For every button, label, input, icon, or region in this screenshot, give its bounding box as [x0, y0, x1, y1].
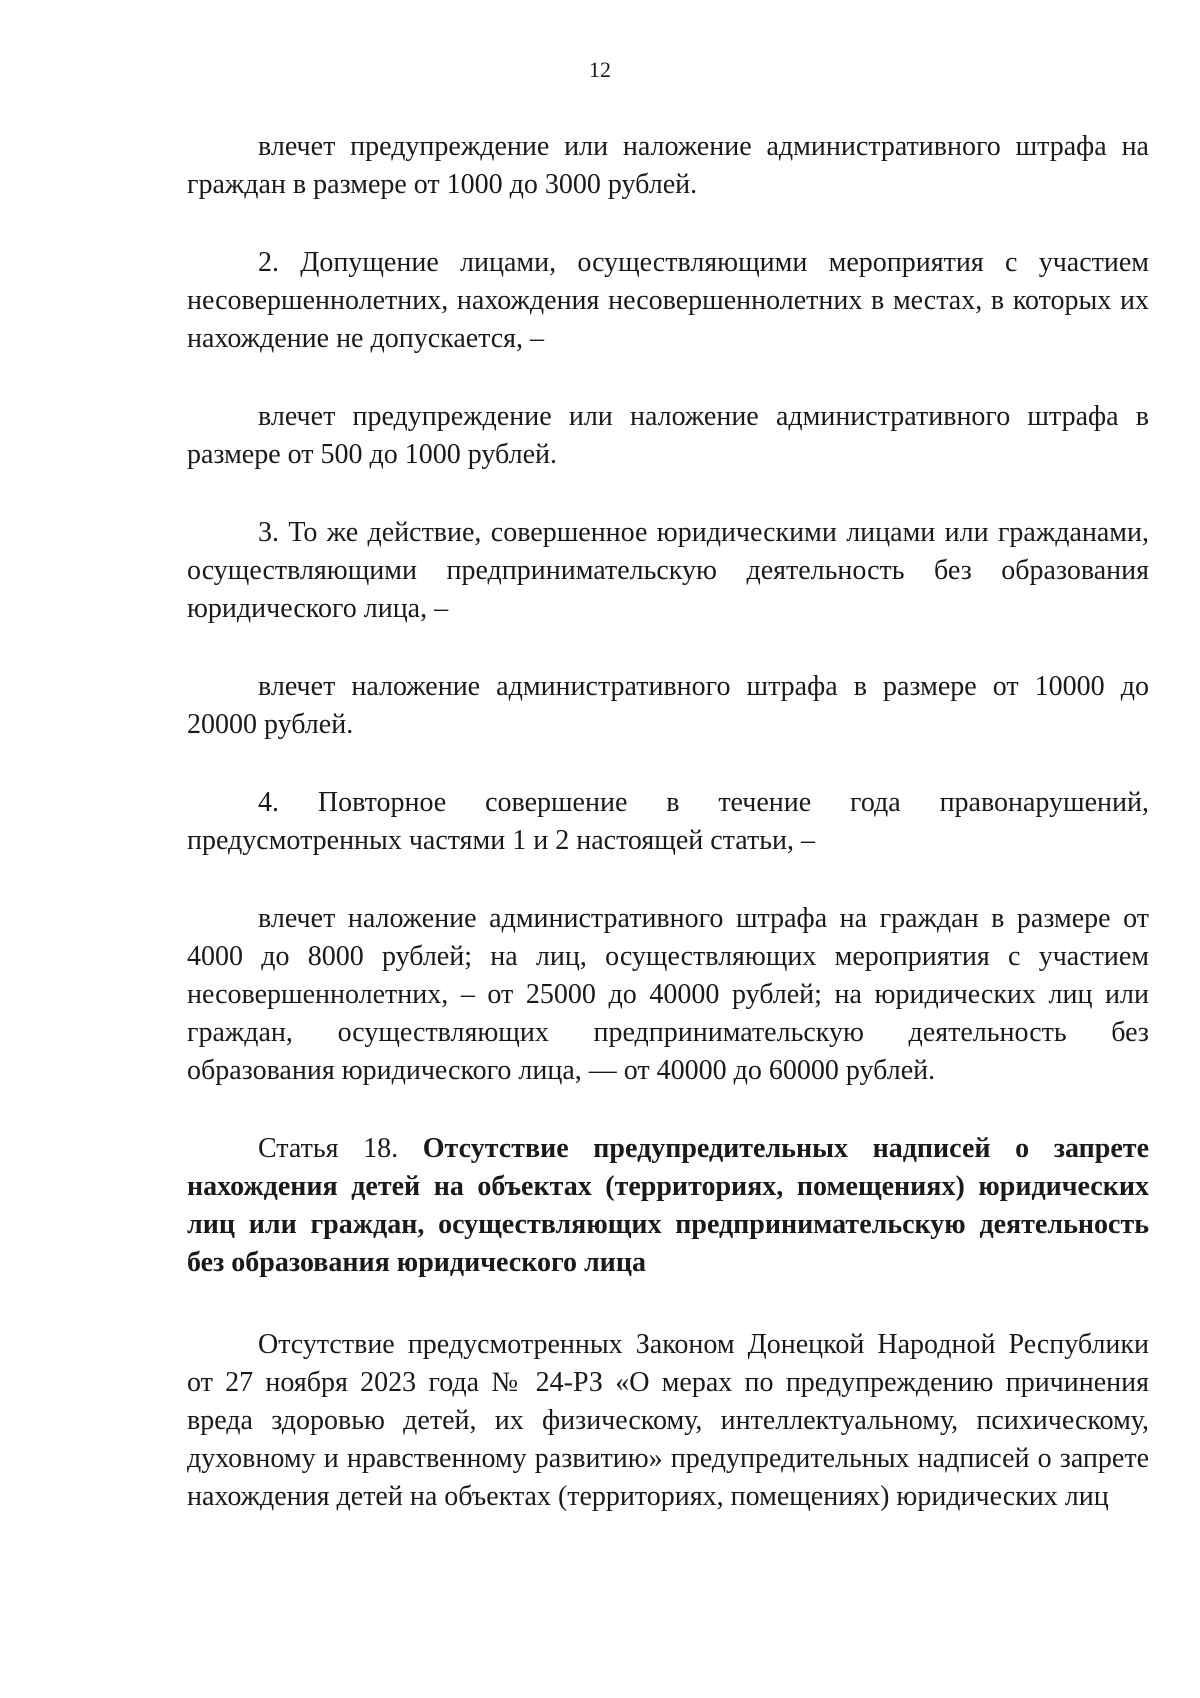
paragraph-penalty-1: влечет предупреждение или наложение административного штрафа на граждан в размере от 1000 до 3000 рублей.	[187, 131, 1149, 200]
paragraph-penalty-3: влечет наложение административного штрафа в размере от 10000 до 20000 рублей.	[187, 671, 1149, 740]
article-text: Отсутствие предусмотренных Законом Донецкой Народной Республики от 27 ноября 2023 года № 24-РЗ «О мерах по предупреждению причинения вреда здоровью детей, их физическому, интеллектуальному, психическому, духовному и нравственному развитию» предупредительных надписей о запрете нахождения детей на объектах (территориях, помещениях) юридических лиц	[187, 1329, 1149, 1512]
paragraph-part-3: 3. То же действие, совершенное юридическими лицами или гражданами, осуществляющими предпринимательскую деятельность без образования юридического лица, –	[187, 517, 1149, 624]
article-heading	[187, 1130, 1149, 1282]
page-number: 12	[589, 57, 611, 82]
paragraph-part-4: 4. Повторное совершение в течение года правонарушений, предусмотренных частями 1 и 2 настоящей статьи, –	[187, 787, 1149, 856]
paragraph-penalty-2: влечет предупреждение или наложение административного штрафа в размере от 500 до 1000 рублей.	[187, 401, 1149, 470]
article-number: Статья 18.	[258, 1133, 423, 1164]
paragraph-part-2: 2. Допущение лицами, осуществляющими мероприятия с участием несовершеннолетних, нахождения несовершеннолетних в местах, в которых их нахождение не допускается, –	[187, 247, 1149, 354]
paragraph-penalty-4: влечет наложение административного штрафа на граждан в размере от 4000 до 8000 рублей; на лиц, осуществляющих мероприятия с участием несовершеннолетних, – от 25000 до 40000 рублей; на юридических лиц или граждан, осуществляющих предпринимательскую деятельность без образования юридического лица, — от 40000 до 60000 рублей.	[187, 903, 1149, 1086]
document-body	[187, 128, 1149, 1556]
article-title: Отсутствие предупредительных надписей о запрете нахождения детей на объектах (территориях, помещениях) юридических лиц или граждан, осуществляющих предпринимательскую деятельность без образования юридического лица	[187, 1133, 1149, 1278]
